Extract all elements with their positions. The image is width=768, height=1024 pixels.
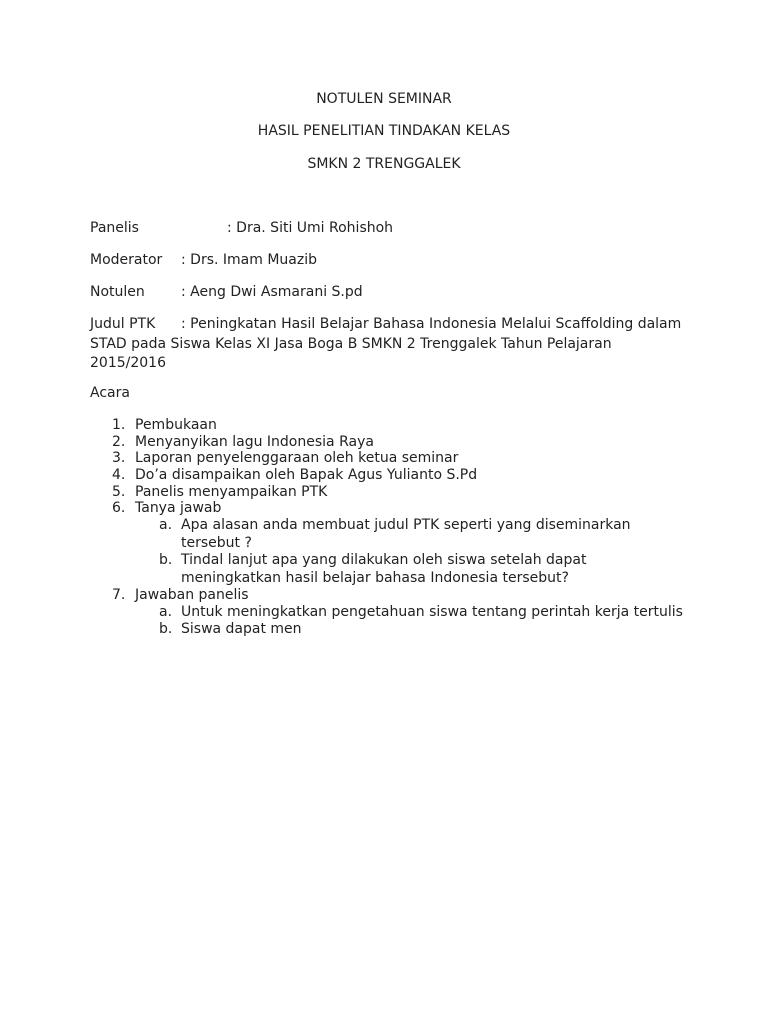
list-item-text: Pembukaan — [135, 417, 217, 433]
panelis-label: Panelis — [90, 220, 139, 236]
sub-list-item — [90, 517, 710, 552]
sub-item-text — [181, 517, 631, 552]
sub-item-line-2: meningkatkan hasil belajar bahasa Indonesia tersebut? — [181, 569, 569, 586]
list-item-number: 7. — [112, 587, 126, 604]
list-item — [90, 587, 710, 604]
notulen-value: : Aeng Dwi Asmarani S.pd — [181, 284, 363, 300]
list-item-number: 4. — [112, 467, 126, 484]
judul-value-line-3: 2015/2016 — [90, 355, 166, 371]
list-item — [90, 500, 710, 517]
list-item-text: Tanya jawab — [135, 500, 222, 517]
sub-item-line-1: Apa alasan anda membuat judul PTK seperti yang diseminarkan — [181, 517, 631, 534]
moderator-value: : Drs. Imam Muazib — [181, 252, 317, 268]
sub-item-letter: a. — [159, 517, 173, 534]
sub-item-letter: b. — [159, 621, 173, 638]
list-item — [90, 434, 710, 451]
judul-label: Judul PTK — [90, 316, 156, 332]
panelis-value: : Dra. Siti Umi Rohishoh — [227, 220, 394, 236]
list-item-text: Panelis menyampaikan PTK — [135, 483, 328, 500]
document-title: NOTULEN SEMINAR — [316, 91, 452, 107]
sub-item-text — [181, 604, 683, 622]
list-item-text: Do’a disampaikan oleh Bapak Agus Yulianto S.Pd — [135, 467, 478, 484]
acara-list — [90, 417, 710, 639]
list-item — [90, 467, 710, 484]
list-item — [90, 450, 710, 467]
sub-item-letter: b. — [159, 552, 173, 569]
notulen-label: Notulen — [90, 284, 145, 300]
judul-value-line-1: : Peningkatan Hasil Belajar Bahasa Indonesia Melalui Scaffolding dalam — [181, 316, 682, 332]
sub-list-item — [90, 552, 710, 587]
judul-line-1 — [90, 315, 690, 335]
list-item-text: Laporan penyelenggaraan oleh ketua seminar — [135, 450, 459, 467]
sub-item-line-1: Siswa dapat men — [181, 621, 302, 638]
school-name: SMKN 2 TRENGGALEK — [307, 156, 461, 172]
list-item-number: 1. — [112, 417, 126, 433]
list-item-number: 2. — [112, 433, 126, 450]
list-item-text: Jawaban panelis — [135, 587, 249, 604]
list-item-number: 6. — [112, 500, 126, 517]
sub-item-line-1: Tindal lanjut apa yang dilakukan oleh siswa setelah dapat — [181, 552, 587, 569]
sub-item-text — [181, 552, 586, 587]
sub-item-line-1: Untuk meningkatkan pengetahuan siswa tentang perintah kerja tertulis — [181, 603, 683, 620]
sub-item-letter: a. — [159, 603, 173, 620]
list-item — [90, 484, 710, 501]
moderator-label: Moderator — [90, 252, 163, 268]
list-item-number: 5. — [112, 483, 126, 500]
judul-ptk-field — [90, 315, 690, 374]
list-item — [90, 417, 710, 434]
sub-item-text — [181, 621, 302, 639]
sub-list-item — [90, 621, 710, 639]
list-item-text: Menyanyikan lagu Indonesia Raya — [135, 433, 374, 450]
list-item-number: 3. — [112, 450, 126, 467]
document-subtitle: HASIL PENELITIAN TINDAKAN KELAS — [257, 123, 511, 139]
sub-list-item — [90, 604, 710, 622]
sub-item-line-2: tersebut ? — [181, 534, 252, 551]
judul-value-line-2: STAD pada Siswa Kelas XI Jasa Boga B SMKN 2 Trenggalek Tahun Pelajaran — [90, 335, 612, 352]
acara-heading: Acara — [90, 385, 130, 401]
